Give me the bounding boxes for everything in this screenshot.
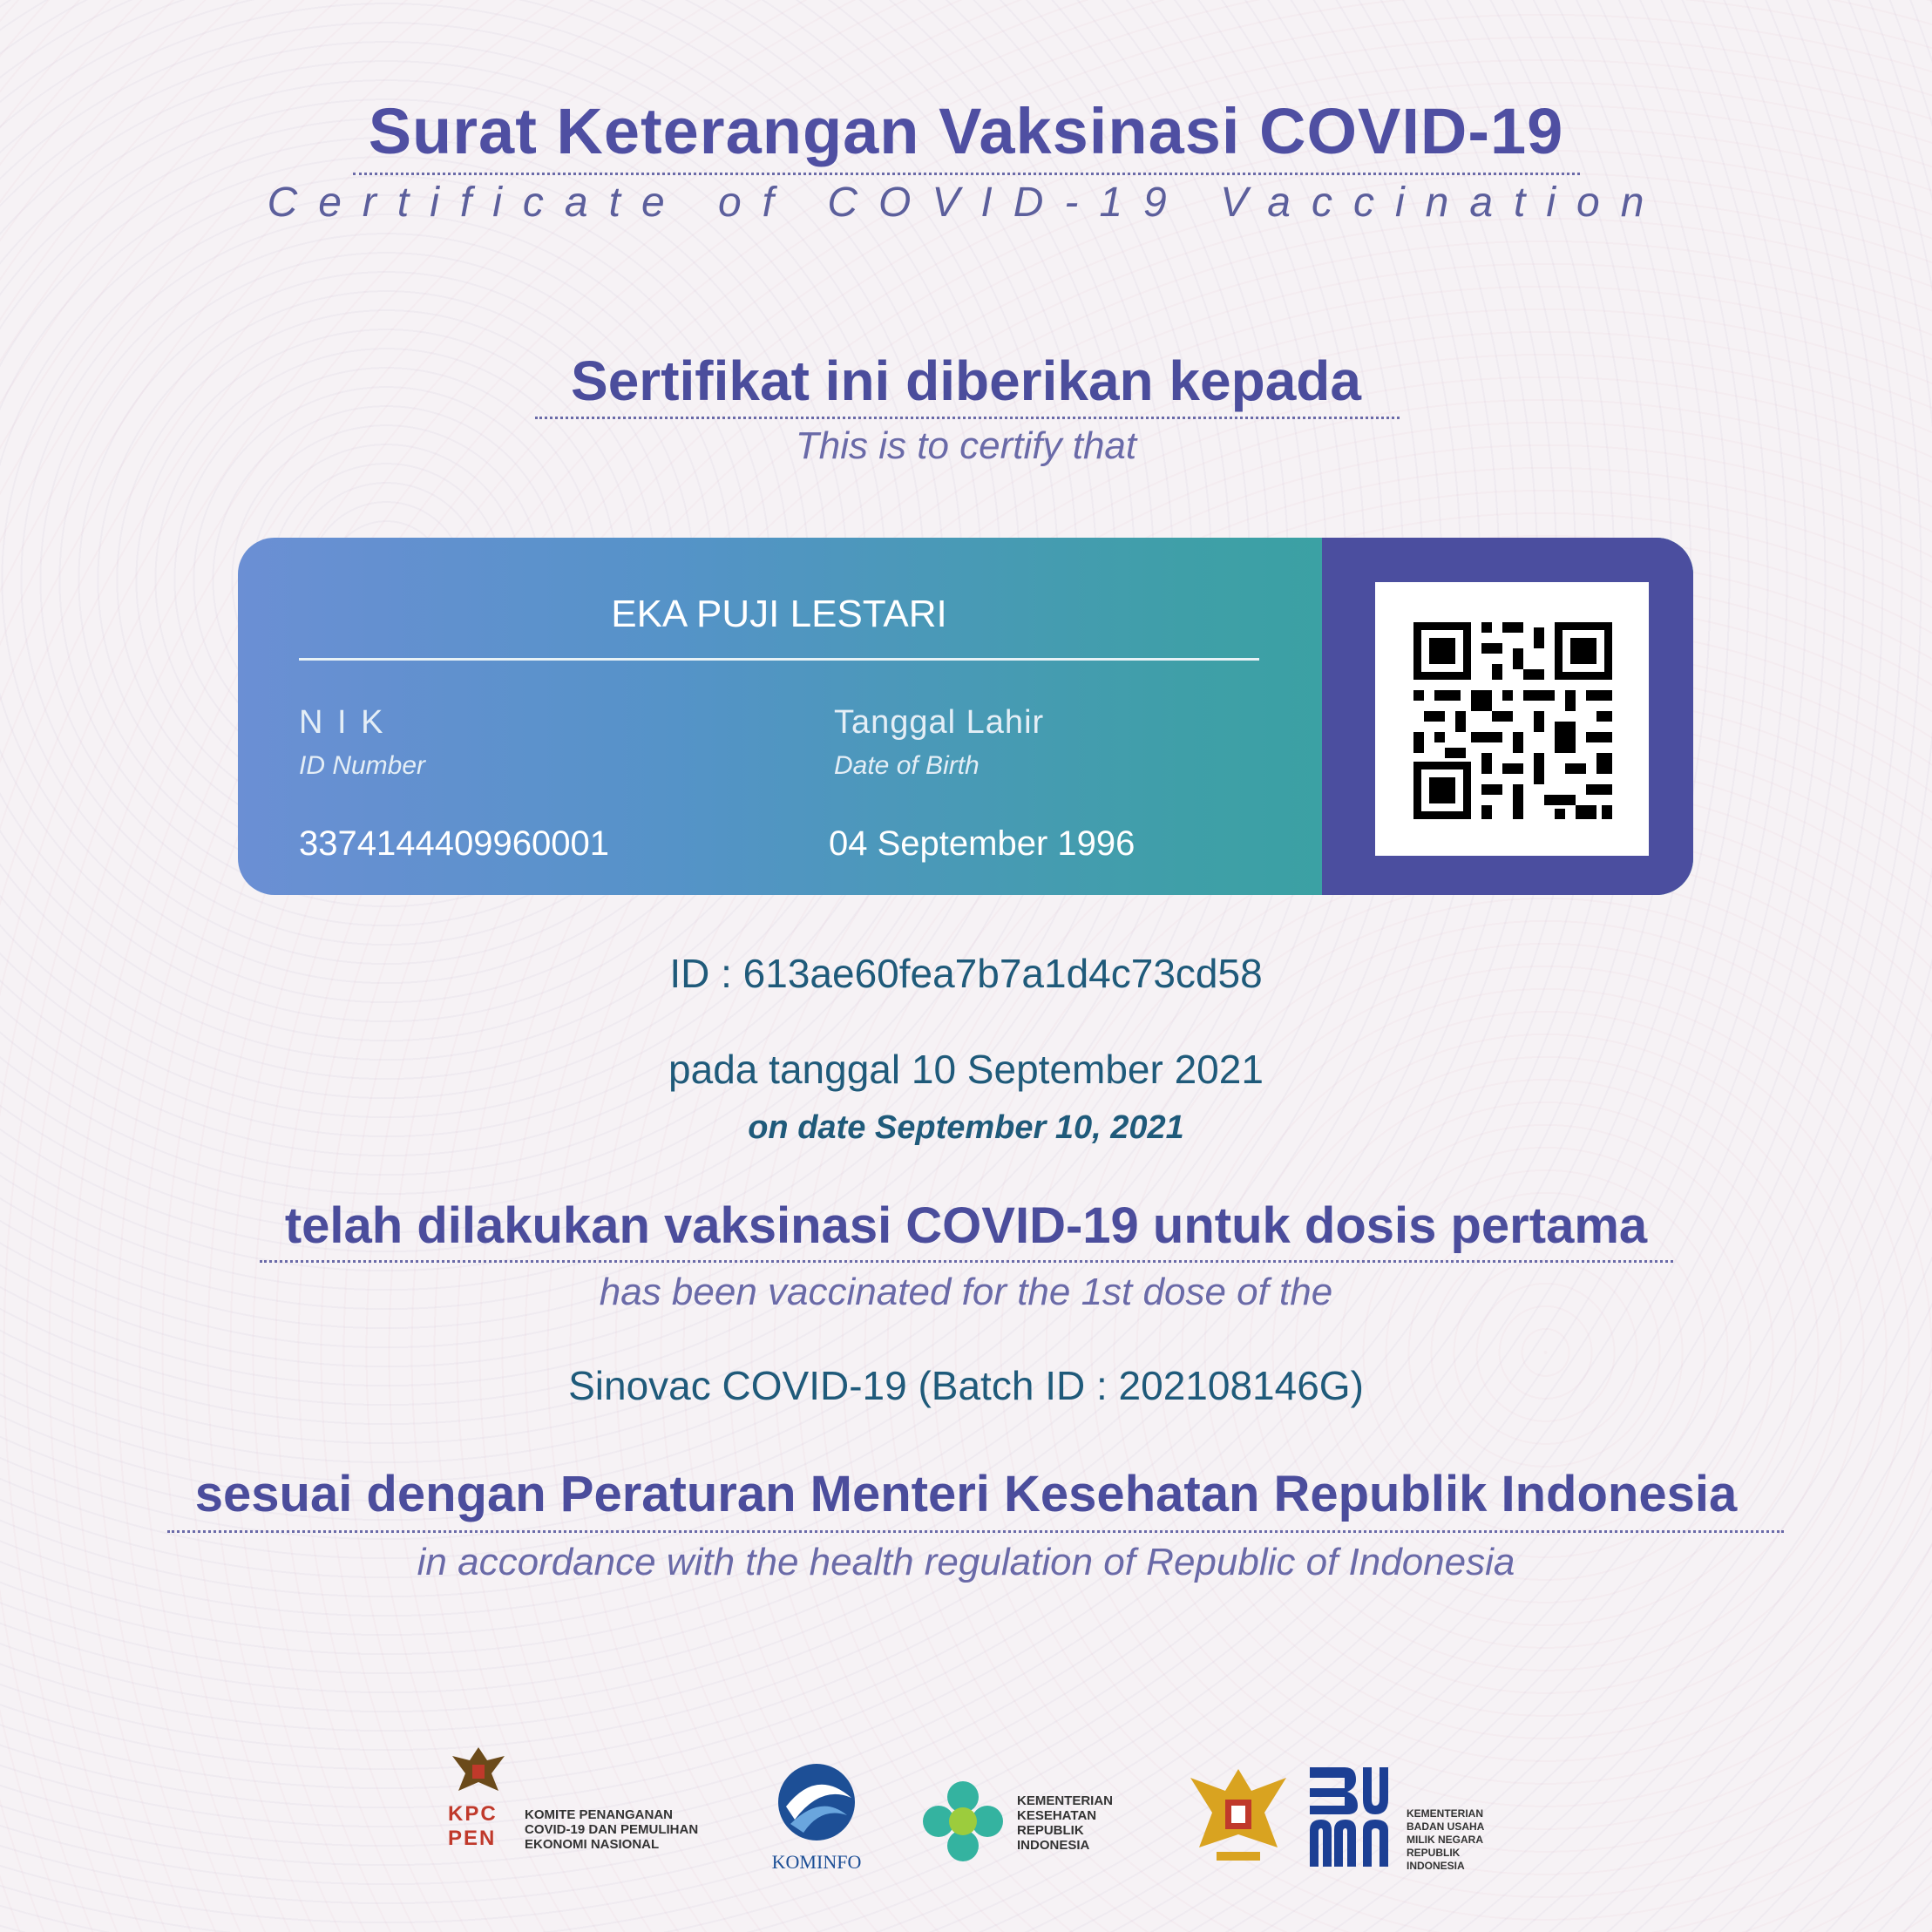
kemenkes-cross-icon (919, 1778, 1007, 1865)
regulation-heading: sesuai dengan Peraturan Menteri Kesehatan Republik Indonesia (194, 1466, 1738, 1522)
regulation-divider (167, 1530, 1784, 1533)
holder-name: EKA PUJI LESTARI (611, 593, 947, 635)
nik-sublabel: ID Number (299, 751, 426, 780)
garuda-pancasila-icon (1182, 1760, 1295, 1874)
certify-subheading: This is to certify that (795, 424, 1137, 467)
kpcpen-logo (448, 1743, 709, 1874)
vaccine-batch: Sinovac COVID-19 (Batch ID : 202108146G) (568, 1363, 1364, 1408)
kemenkes-logo (919, 1778, 1129, 1874)
dose-heading: telah dilakukan vaksinasi COVID-19 untuk dosis pertama (284, 1197, 1648, 1254)
nik-value: 3374144409960001 (299, 824, 609, 863)
dob-sublabel: Date of Birth (834, 751, 980, 780)
title-divider (353, 173, 1580, 175)
bumn-logo (1305, 1760, 1506, 1874)
qr-code (1375, 582, 1649, 856)
vaccination-date: pada tanggal 10 September 2021 (668, 1047, 1264, 1092)
garuda-small-icon (448, 1743, 509, 1795)
certificate-id: ID : 613ae60fea7b7a1d4c73cd58 (669, 951, 1263, 996)
kominfo-logo (760, 1759, 873, 1872)
kominfo-swirl-icon (769, 1759, 864, 1846)
certificate-subtitle: Certificate of COVID-19 Vaccination (267, 180, 1665, 226)
bumn-text: KEMENTERIAN BADAN USAHA MILIK NEGARA REPUBLIK INDONESIA (1407, 1807, 1485, 1872)
bumn-mark-icon (1305, 1760, 1393, 1874)
dose-divider (260, 1260, 1673, 1263)
kemenkes-text: KEMENTERIAN KESEHATAN REPUBLIK INDONESIA (1017, 1793, 1114, 1853)
certify-divider (535, 417, 1400, 419)
qr-code-graphic (1375, 582, 1649, 856)
name-underline (299, 658, 1259, 661)
regulation-subheading: in accordance with the health regulation of Republic of Indonesia (417, 1541, 1515, 1583)
certify-heading: Sertifikat ini diberikan kepada (571, 349, 1361, 412)
kominfo-text: KOMINFO (771, 1851, 862, 1873)
certificate-title: Surat Keterangan Vaksinasi COVID-19 (368, 95, 1564, 167)
dob-label: Tanggal Lahir (834, 704, 1045, 741)
vaccination-date-en: on date September 10, 2021 (748, 1109, 1184, 1146)
dob-value: 04 September 1996 (829, 824, 1135, 863)
kpcpen-text: KOMITE PENANGANAN COVID-19 DAN PEMULIHAN EKONOMI NASIONAL (525, 1807, 699, 1852)
garuda-logo (1182, 1760, 1295, 1874)
kpcpen-mark: KPC PEN (448, 1802, 498, 1850)
nik-label: N I K (299, 704, 386, 741)
dose-subheading: has been vaccinated for the 1st dose of the (599, 1271, 1333, 1313)
